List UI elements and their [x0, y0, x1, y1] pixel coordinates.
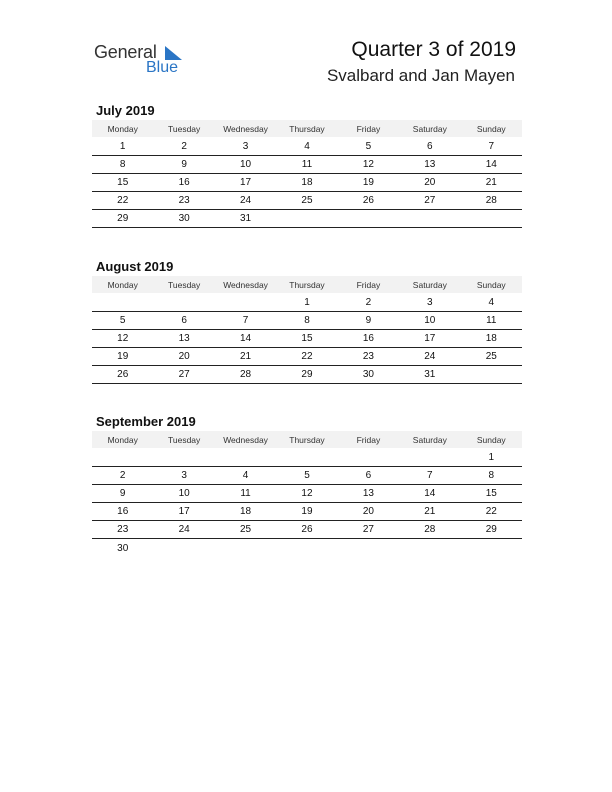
- day-cell: 2: [153, 137, 214, 156]
- month-title: July 2019: [96, 103, 155, 118]
- day-cell: 1: [276, 293, 337, 312]
- day-cell: 14: [215, 330, 276, 348]
- day-cell: 6: [338, 467, 399, 485]
- day-cell: 3: [399, 293, 460, 312]
- day-cell: 4: [276, 137, 337, 156]
- weekday-header-row: [92, 431, 522, 448]
- day-cell: 12: [92, 330, 153, 348]
- day-cell: [461, 366, 522, 384]
- month-title: September 2019: [96, 414, 196, 429]
- weekday-header: Monday: [92, 276, 153, 293]
- day-cell: [153, 539, 214, 558]
- weekday-header-row: [92, 120, 522, 137]
- day-cell: 2: [338, 293, 399, 312]
- day-cell: 26: [92, 366, 153, 384]
- calendar-table: [92, 431, 522, 557]
- day-cell: [215, 539, 276, 558]
- day-cell: [399, 448, 460, 467]
- day-cell: 3: [215, 137, 276, 156]
- day-cell: 18: [276, 174, 337, 192]
- day-cell: 4: [215, 467, 276, 485]
- week-row: [92, 210, 522, 228]
- day-cell: [215, 293, 276, 312]
- day-cell: 13: [399, 156, 460, 174]
- day-cell: 25: [461, 348, 522, 366]
- day-cell: 21: [461, 174, 522, 192]
- day-cell: 14: [399, 485, 460, 503]
- day-cell: [92, 448, 153, 467]
- day-cell: 12: [276, 485, 337, 503]
- day-cell: 19: [92, 348, 153, 366]
- week-row: [92, 521, 522, 539]
- day-cell: 10: [153, 485, 214, 503]
- day-cell: 20: [338, 503, 399, 521]
- weekday-header: Thursday: [276, 431, 337, 448]
- weekday-header: Saturday: [399, 276, 460, 293]
- day-cell: 9: [338, 312, 399, 330]
- day-cell: 14: [461, 156, 522, 174]
- day-cell: 26: [276, 521, 337, 539]
- day-cell: 15: [92, 174, 153, 192]
- calendar-table: [92, 120, 522, 228]
- weekday-header: Sunday: [461, 120, 522, 137]
- day-cell: 18: [215, 503, 276, 521]
- day-cell: [153, 448, 214, 467]
- day-cell: 9: [153, 156, 214, 174]
- day-cell: 8: [276, 312, 337, 330]
- day-cell: [399, 210, 460, 228]
- day-cell: 18: [461, 330, 522, 348]
- month-september: [92, 413, 522, 557]
- day-cell: 30: [338, 366, 399, 384]
- week-row: [92, 366, 522, 384]
- weekday-header: Friday: [338, 276, 399, 293]
- day-cell: 28: [461, 192, 522, 210]
- week-row: [92, 137, 522, 156]
- day-cell: 23: [92, 521, 153, 539]
- day-cell: 21: [399, 503, 460, 521]
- weekday-header: Thursday: [276, 120, 337, 137]
- day-cell: 16: [338, 330, 399, 348]
- day-cell: 10: [215, 156, 276, 174]
- week-row: [92, 156, 522, 174]
- logo: [94, 40, 194, 80]
- weekday-header: Friday: [338, 120, 399, 137]
- day-cell: 6: [399, 137, 460, 156]
- day-cell: [338, 448, 399, 467]
- day-cell: 29: [92, 210, 153, 228]
- page-subtitle: Svalbard and Jan Mayen: [326, 66, 515, 85]
- day-cell: 22: [92, 192, 153, 210]
- day-cell: 24: [399, 348, 460, 366]
- day-cell: [276, 210, 337, 228]
- day-cell: 9: [92, 485, 153, 503]
- day-cell: [399, 539, 460, 558]
- day-cell: 23: [153, 192, 214, 210]
- day-cell: 22: [461, 503, 522, 521]
- weekday-header: Monday: [92, 431, 153, 448]
- day-cell: 19: [276, 503, 337, 521]
- day-cell: 5: [92, 312, 153, 330]
- day-cell: 8: [461, 467, 522, 485]
- day-cell: 2: [92, 467, 153, 485]
- day-cell: [276, 539, 337, 558]
- week-row: [92, 293, 522, 312]
- week-row: [92, 467, 522, 485]
- week-row: [92, 539, 522, 558]
- day-cell: 5: [338, 137, 399, 156]
- day-cell: 28: [399, 521, 460, 539]
- weekday-header: Wednesday: [215, 276, 276, 293]
- day-cell: 24: [153, 521, 214, 539]
- day-cell: [338, 210, 399, 228]
- day-cell: 21: [215, 348, 276, 366]
- day-cell: 28: [215, 366, 276, 384]
- day-cell: 7: [215, 312, 276, 330]
- day-cell: 1: [92, 137, 153, 156]
- week-row: [92, 485, 522, 503]
- day-cell: 26: [338, 192, 399, 210]
- month-august: [92, 258, 522, 384]
- day-cell: 17: [215, 174, 276, 192]
- day-cell: 29: [461, 521, 522, 539]
- weekday-header: Wednesday: [215, 120, 276, 137]
- day-cell: 31: [215, 210, 276, 228]
- day-cell: 27: [153, 366, 214, 384]
- logo-blue-text: Blue: [146, 59, 179, 76]
- day-cell: 15: [276, 330, 337, 348]
- day-cell: 7: [461, 137, 522, 156]
- day-cell: 8: [92, 156, 153, 174]
- day-cell: 30: [117, 542, 129, 554]
- day-cell: [215, 448, 276, 467]
- day-cell: [338, 539, 399, 558]
- weekday-header: Monday: [92, 120, 153, 137]
- page-title: Quarter 3 of 2019: [351, 38, 516, 61]
- calendar-table: [92, 276, 522, 384]
- weekday-header: Tuesday: [153, 276, 214, 293]
- month-july: [92, 102, 522, 228]
- day-cell: 15: [461, 485, 522, 503]
- day-cell: 30: [153, 210, 214, 228]
- weekday-header: Tuesday: [153, 120, 214, 137]
- day-cell: 22: [276, 348, 337, 366]
- weekday-header: Thursday: [276, 276, 337, 293]
- day-cell: 1: [461, 448, 522, 467]
- weekday-header: Sunday: [461, 431, 522, 448]
- week-row: [92, 174, 522, 192]
- week-row: [92, 312, 522, 330]
- weekday-header: Sunday: [461, 276, 522, 293]
- day-cell: 25: [276, 192, 337, 210]
- day-cell: [276, 448, 337, 467]
- day-cell: [92, 293, 153, 312]
- day-cell: 17: [399, 330, 460, 348]
- day-cell: 19: [338, 174, 399, 192]
- day-cell: 27: [338, 521, 399, 539]
- day-cell: 7: [399, 467, 460, 485]
- weekday-header-row: [92, 276, 522, 293]
- weekday-header: Friday: [338, 431, 399, 448]
- day-cell: 11: [215, 485, 276, 503]
- day-cell: 20: [399, 174, 460, 192]
- day-cell: [461, 210, 522, 228]
- day-cell: 3: [153, 467, 214, 485]
- day-cell: 29: [276, 366, 337, 384]
- day-cell: 5: [276, 467, 337, 485]
- day-cell: 25: [215, 521, 276, 539]
- day-cell: 27: [399, 192, 460, 210]
- week-row: [92, 192, 522, 210]
- day-cell: 10: [399, 312, 460, 330]
- weekday-header: Saturday: [399, 431, 460, 448]
- day-cell: 11: [276, 156, 337, 174]
- day-cell: 13: [153, 330, 214, 348]
- weekday-header: Tuesday: [153, 431, 214, 448]
- week-row: [92, 503, 522, 521]
- month-title: August 2019: [96, 259, 174, 274]
- weekday-header: Wednesday: [215, 431, 276, 448]
- day-cell: 23: [338, 348, 399, 366]
- week-row: [92, 330, 522, 348]
- day-cell: 16: [153, 174, 214, 192]
- weekday-header: Saturday: [399, 120, 460, 137]
- day-cell: 11: [461, 312, 522, 330]
- day-cell: 4: [461, 293, 522, 312]
- day-cell: 12: [338, 156, 399, 174]
- day-cell: 16: [92, 503, 153, 521]
- week-row: [92, 348, 522, 366]
- day-cell: 31: [399, 366, 460, 384]
- day-cell: 17: [153, 503, 214, 521]
- day-cell: [461, 539, 522, 558]
- day-cell: 6: [153, 312, 214, 330]
- day-cell: 13: [338, 485, 399, 503]
- logo-general-text: General: [94, 42, 157, 62]
- week-row: [92, 448, 522, 467]
- day-cell: 24: [215, 192, 276, 210]
- day-cell: [153, 293, 214, 312]
- day-cell: 20: [153, 348, 214, 366]
